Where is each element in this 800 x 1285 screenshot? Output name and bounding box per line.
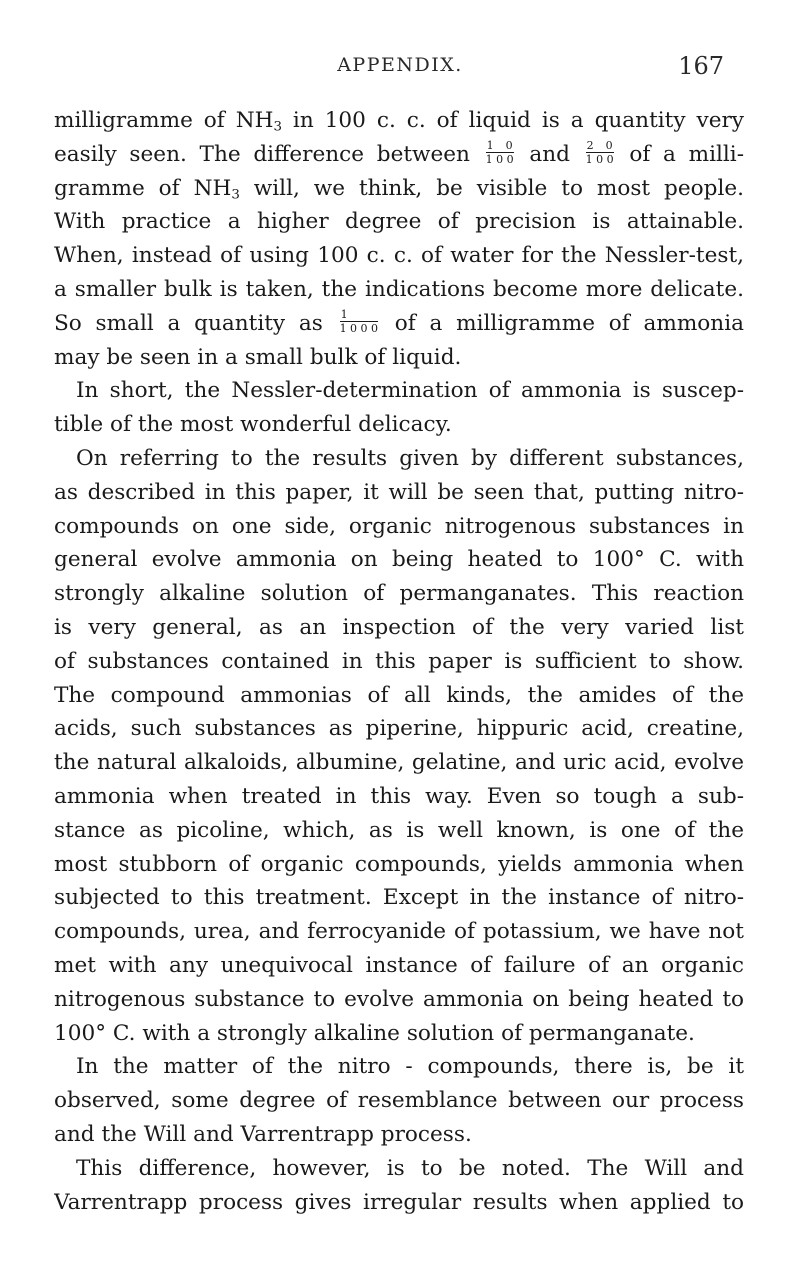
text-line: is very general, as an inspection of the very varied list <box>54 614 744 640</box>
text-line: subjected to this treatment. Except in the instance of nitro- <box>54 885 744 911</box>
text-line: This difference, however, is to be noted. The Will and <box>76 1155 744 1181</box>
text-line: In short, the Nessler-determination of ammonia is suscep- <box>76 378 744 404</box>
text-line: observed, some degree of resemblance between our process <box>54 1088 744 1114</box>
text-line: In the matter of the nitro - compounds, there is, be it <box>76 1054 744 1080</box>
text-line: as described in this paper, it will be seen that, putting nitro- <box>54 479 744 505</box>
text-line: stance as picoline, which, as is well known, is one of the <box>54 817 744 843</box>
text-line: a smaller bulk is taken, the indications become more delicate. <box>54 276 744 302</box>
text-line: With practice a higher degree of precision is attainable. <box>54 209 744 235</box>
text-line: tible of the most wonderful delicacy. <box>54 412 452 438</box>
text-line: met with any unequivocal instance of failure of an organic <box>54 952 744 978</box>
text-line: and the Will and Varrentrapp process. <box>54 1121 472 1147</box>
text-line: Varrentrapp process gives irregular results when applied to <box>54 1189 744 1215</box>
text-line: acids, such substances as piperine, hippuric acid, creatine, <box>54 716 744 742</box>
page-number: 167 <box>678 52 724 80</box>
text-line: gramme of $NH_3$ will, we think, be visible to most people. <box>54 175 744 202</box>
running-head: APPENDIX. <box>337 54 463 76</box>
text-line: of substances contained in this paper is sufficient to show. <box>54 648 744 674</box>
fraction: $\frac{2 0}{1 0 0}$ <box>585 139 614 167</box>
fraction: $\frac{1}{1 0 0 0}$ <box>339 308 379 336</box>
text-line: strongly alkaline solution of permanganates. This reaction <box>54 581 744 607</box>
page-header <box>0 52 800 92</box>
text-line: The compound ammonias of all kinds, the amides of the <box>54 682 744 708</box>
text-line: the natural alkaloids, albumine, gelatine, and uric acid, evolve <box>54 750 744 776</box>
text-line: most stubborn of organic compounds, yields ammonia when <box>54 851 744 877</box>
text-line: easily seen. The difference between $\frac{1 0}{1 0 0}$ and $\frac{2 0}{1 0 0}$ of a milli- <box>54 139 744 167</box>
fraction: $\frac{1 0}{1 0 0}$ <box>485 139 514 167</box>
text-line: 100° C. with a strongly alkaline solution of permanganate. <box>54 1020 695 1046</box>
text-line: ammonia when treated in this way. Even so tough a sub- <box>54 783 744 809</box>
text-line: On referring to the results given by different substances, <box>76 445 744 471</box>
text-line: nitrogenous substance to evolve ammonia on being heated to <box>54 986 744 1012</box>
text-line: general evolve ammonia on being heated to 100° C. with <box>54 547 744 573</box>
body-text <box>54 104 744 1219</box>
text-line: compounds, urea, and ferrocyanide of potassium, we have not <box>54 919 744 945</box>
text-line: milligramme of $NH_3$ in 100 c. c. of liquid is a quantity very <box>54 108 744 135</box>
text-line: So small a quantity as $\frac{1}{1 0 0 0}$ of a milligramme of ammonia <box>54 308 744 336</box>
text-line: compounds on one side, organic nitrogenous substances in <box>54 513 744 539</box>
text-line: may be seen in a small bulk of liquid. <box>54 344 462 370</box>
text-line: When, instead of using 100 c. c. of water for the Nessler-test, <box>54 243 744 269</box>
